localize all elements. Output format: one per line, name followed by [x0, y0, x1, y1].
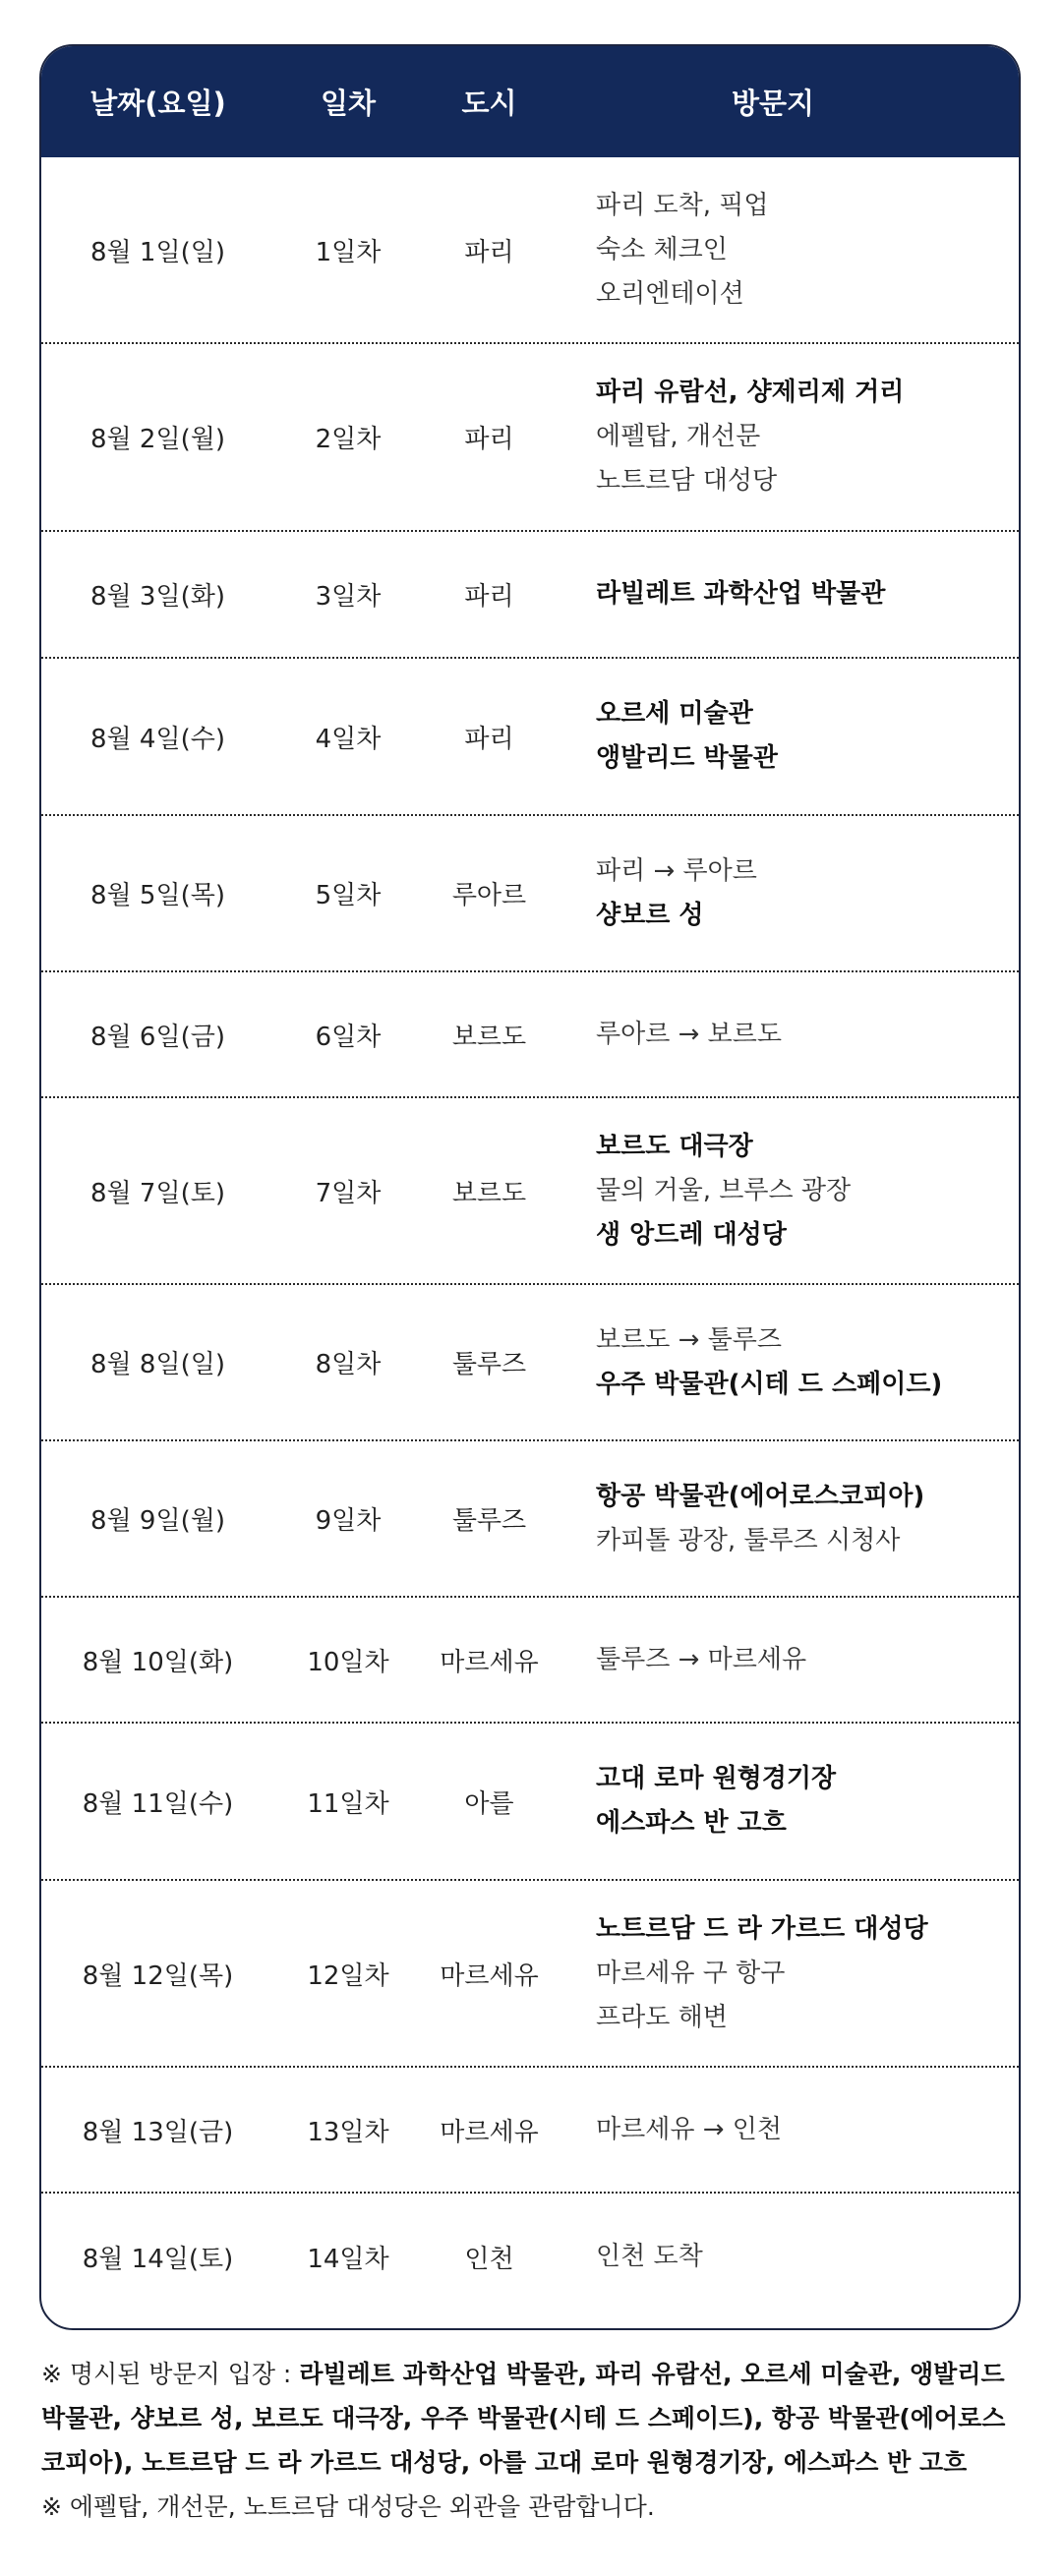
- table-row: [41, 972, 1019, 1098]
- table-row: [41, 1881, 1019, 2068]
- cell-city: 보르도: [451, 1022, 527, 1052]
- cell-city: 파리: [464, 237, 514, 267]
- cell-places: [557, 1125, 1019, 1258]
- cell-city: 아를: [464, 1788, 514, 1819]
- place-item: 카피톨 광장, 툴루즈 시청사: [596, 1525, 901, 1555]
- place-item: 인천 도착: [596, 2241, 703, 2271]
- cell-places: [557, 692, 1019, 781]
- cell-date: 8월 3일(화): [90, 582, 225, 612]
- cell-places: [557, 1318, 1019, 1407]
- place-item: 우주 박물관(시테 드 스페이드): [596, 1369, 943, 1399]
- cell-places: [557, 1757, 1019, 1845]
- place-item: 고대 로마 원형경기장: [596, 1764, 837, 1793]
- cell-places: [557, 1475, 1019, 1563]
- place-item: 숙소 체크인: [596, 234, 728, 264]
- place-item: 파리 유람선, 샹제리제 거리: [596, 378, 905, 407]
- cell-date: 8월 11일(수): [82, 1788, 234, 1819]
- cell-city: 보르도: [451, 1178, 527, 1208]
- place-item: 에펠탑, 개선문: [596, 422, 761, 451]
- cell-places: [557, 1907, 1019, 2040]
- footnote-prefix: ※ 명시된 방문지 입장 :: [41, 2360, 300, 2388]
- table-row: [41, 2194, 1019, 2319]
- place-item: 프라도 해변: [596, 2002, 728, 2032]
- cell-places: [557, 2235, 1019, 2279]
- place-item: 라빌레트 과학산업 박물관: [596, 579, 886, 609]
- cell-day: 4일차: [315, 724, 382, 754]
- table-row: [41, 1598, 1019, 1724]
- footnote-exterior: ※ 에펠탑, 개선문, 노트르담 대성당은 외관을 관람합니다.: [41, 2492, 655, 2521]
- footnote-admission-list: 라빌레트 과학산업 박물관, 파리 유람선, 오르세 미술관, 앵발리드 박물관, 샹보르 성, 보르도 대극장, 우주 박물관(시테 드 스페이드), 항공 박물관(에어로스코피아), 노트르담 드 라 가르드 대성당, 아를 고대 로마 원형경기장, 에스파스 반 고흐: [41, 2360, 1006, 2477]
- place-item: 항공 박물관(에어로스코피아): [596, 1481, 925, 1511]
- table-row: [41, 2068, 1019, 2194]
- cell-date: 8월 6일(금): [90, 1022, 225, 1052]
- cell-places: [557, 184, 1019, 317]
- itinerary-table: [39, 44, 1021, 2330]
- cell-places: [557, 1638, 1019, 1682]
- place-item: 노트르담 대성당: [596, 466, 778, 496]
- cell-date: 8월 10일(화): [82, 1647, 234, 1677]
- header-day: 일차: [320, 87, 377, 120]
- table-row: [41, 532, 1019, 659]
- header-place: 방문지: [731, 87, 815, 120]
- cell-date: 8월 9일(월): [90, 1506, 225, 1536]
- cell-day: 14일차: [307, 2244, 389, 2274]
- cell-city: 마르세유: [440, 1647, 539, 1677]
- table-row: [41, 1441, 1019, 1598]
- table-row: [41, 659, 1019, 816]
- cell-day: 9일차: [315, 1506, 382, 1536]
- place-item: 보르도 → 툴루즈: [596, 1324, 783, 1355]
- place-item: 파리 도착, 픽업: [596, 190, 769, 220]
- cell-city: 툴루즈: [451, 1506, 527, 1536]
- place-item: 앵발리드 박물관: [596, 743, 778, 773]
- place-item: 오르세 미술관: [596, 699, 753, 729]
- place-item: 루아르 → 보르도: [596, 1019, 783, 1049]
- cell-day: 13일차: [307, 2117, 389, 2147]
- cell-date: 8월 14일(토): [82, 2244, 234, 2274]
- cell-places: [557, 2108, 1019, 2152]
- cell-city: 마르세유: [440, 1961, 539, 1991]
- place-item: 노트르담 드 라 가르드 대성당: [596, 1913, 928, 1944]
- place-item: 생 앙드레 대성당: [596, 1219, 787, 1250]
- place-item: 마르세유 → 인천: [596, 2114, 783, 2144]
- cell-date: 8월 5일(목): [90, 881, 225, 910]
- place-item: 에스파스 반 고흐: [596, 1808, 787, 1838]
- cell-day: 8일차: [315, 1350, 382, 1379]
- cell-date: 8월 8일(일): [90, 1350, 225, 1379]
- place-item: 샹보르 성: [596, 900, 704, 930]
- cell-city: 파리: [464, 582, 514, 612]
- cell-day: 5일차: [315, 881, 382, 910]
- cell-date: 8월 12일(목): [82, 1961, 234, 1991]
- table-body: [41, 157, 1019, 2319]
- cell-date: 8월 4일(수): [90, 724, 225, 754]
- cell-city: 파리: [464, 425, 514, 454]
- cell-day: 11일차: [307, 1788, 389, 1819]
- cell-day: 3일차: [315, 582, 382, 612]
- cell-city: 파리: [464, 724, 514, 754]
- cell-city: 인천: [464, 2244, 514, 2274]
- cell-city: 마르세유: [440, 2117, 539, 2147]
- cell-places: [557, 1013, 1019, 1057]
- cell-date: 8월 7일(토): [90, 1178, 225, 1208]
- cell-date: 8월 13일(금): [82, 2117, 234, 2147]
- cell-city: 툴루즈: [451, 1350, 527, 1379]
- place-item: 물의 거울, 브루스 광장: [596, 1175, 852, 1205]
- table-header: [41, 46, 1019, 157]
- cell-day: 2일차: [315, 425, 382, 454]
- cell-day: 1일차: [315, 237, 382, 267]
- table-row: [41, 157, 1019, 344]
- place-item: 오리엔테이션: [596, 278, 744, 309]
- place-item: 툴루즈 → 마르세유: [596, 1644, 807, 1674]
- header-city: 도시: [461, 87, 517, 120]
- cell-places: [557, 849, 1019, 938]
- cell-date: 8월 1일(일): [90, 237, 225, 267]
- table-row: [41, 1098, 1019, 1285]
- place-item: 보르도 대극장: [596, 1131, 753, 1161]
- cell-day: 6일차: [315, 1022, 382, 1052]
- cell-day: 7일차: [315, 1178, 382, 1208]
- footnote: [41, 2352, 1025, 2529]
- cell-places: [557, 371, 1019, 503]
- cell-places: [557, 572, 1019, 616]
- header-date: 날짜(요일): [89, 87, 226, 120]
- table-row: [41, 816, 1019, 972]
- place-item: 마르세유 구 항구: [596, 1958, 786, 1988]
- table-row: [41, 1285, 1019, 1441]
- place-item: 파리 → 루아르: [596, 855, 757, 886]
- table-row: [41, 1724, 1019, 1881]
- cell-date: 8월 2일(월): [90, 425, 225, 454]
- cell-city: 루아르: [451, 881, 527, 910]
- cell-day: 10일차: [307, 1647, 389, 1677]
- footnote-admission: [41, 2352, 1025, 2485]
- cell-day: 12일차: [307, 1961, 389, 1991]
- table-row: [41, 344, 1019, 532]
